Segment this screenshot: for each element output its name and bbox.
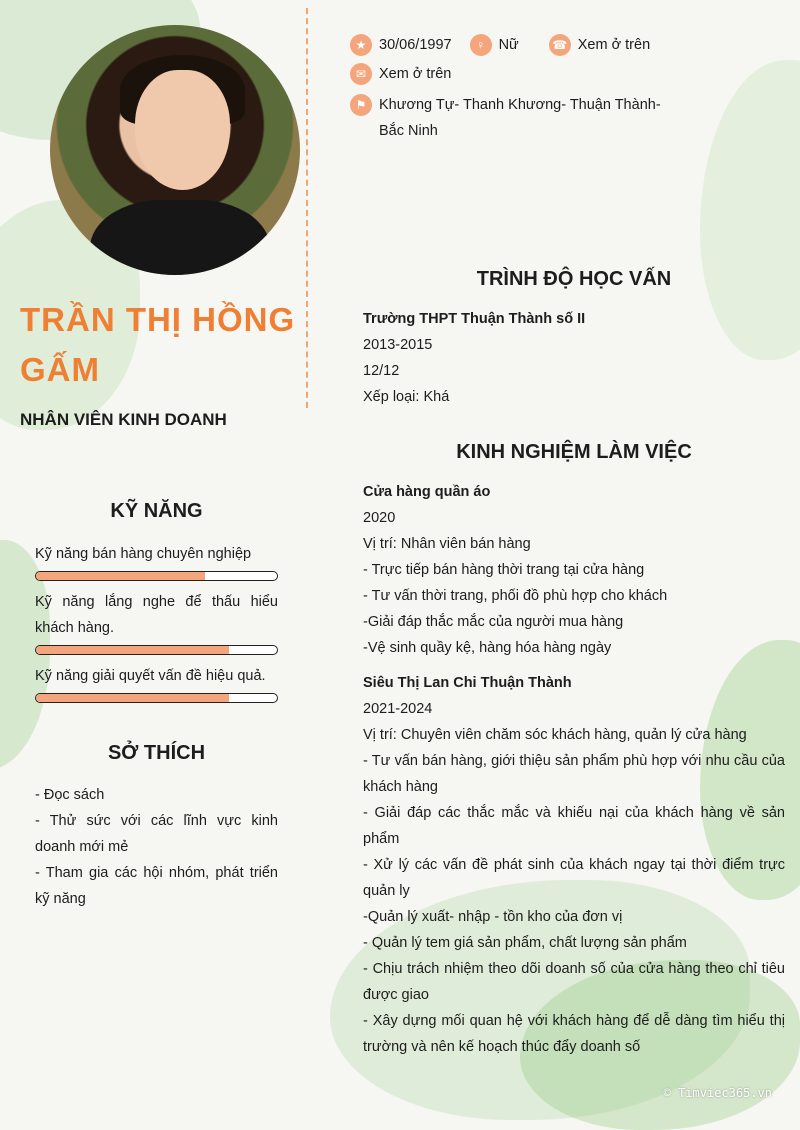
- job-line: - Trực tiếp bán hàng thời trang tại cửa hàng: [363, 562, 645, 578]
- email-value: Xem ở trên: [379, 66, 452, 82]
- school-name: Trường THPT Thuận Thành số II: [363, 311, 586, 327]
- hobby-item: - Thử sức với các lĩnh vực kinh doanh mới mẻ: [35, 813, 278, 855]
- skill-level-fill: [36, 646, 229, 654]
- phone-value: Xem ở trên: [577, 37, 651, 53]
- birthday-cake-icon: ★: [350, 34, 372, 56]
- job-entry: [363, 670, 785, 1060]
- hobbies-list: [35, 782, 278, 912]
- gender-value: Nữ: [498, 37, 519, 53]
- skill-level-fill: [36, 694, 229, 702]
- job-line: Vị trí: Nhân viên bán hàng: [363, 536, 531, 552]
- education-section: [363, 306, 785, 410]
- birthday-value: 30/06/1997: [379, 37, 452, 53]
- company-name: Siêu Thị Lan Chi Thuận Thành: [363, 675, 572, 691]
- job-title: NHÂN VIÊN KINH DOANH: [20, 410, 227, 429]
- skill-level-bar: [35, 571, 278, 581]
- job-entry: [363, 479, 785, 661]
- skills-list: [35, 541, 278, 711]
- skill-label: Kỹ năng lắng nghe để thấu hiểu khách hàng.: [35, 594, 278, 636]
- job-line: Vị trí: Chuyên viên chăm sóc khách hàng, quản lý cửa hàng: [363, 727, 747, 743]
- vertical-divider: [306, 8, 308, 408]
- job-period: 2021-2024: [363, 701, 433, 717]
- candidate-name: TRẦN THỊ HỒNG GẤM: [20, 301, 296, 388]
- address-value: Khương Tự- Thanh Khương- Thuận Thành- Bắc Ninh: [379, 97, 661, 139]
- job-line: - Quản lý tem giá sản phẩm, chất lượng sản phẩm: [363, 935, 687, 951]
- hobby-item: - Tham gia các hội nhóm, phát triển kỹ năng: [35, 865, 278, 907]
- profile-photo: [50, 25, 300, 275]
- email-icon: ✉: [350, 63, 372, 85]
- skill-item: [35, 541, 278, 581]
- hobbies-heading: SỞ THÍCH: [107, 742, 206, 764]
- contact-info: [350, 34, 680, 151]
- skill-label: Kỹ năng bán hàng chuyên nghiệp: [35, 546, 252, 562]
- job-line: - Tư vấn thời trang, phối đồ phù hợp cho khách: [363, 588, 668, 604]
- education-heading: TRÌNH ĐỘ HỌC VẤN: [476, 268, 672, 290]
- job-line: - Giải đáp các thắc mắc và khiếu nại của khách hàng về sản phẩm: [363, 805, 785, 847]
- skill-label: Kỹ năng giải quyết vấn đề hiệu quả.: [35, 668, 266, 684]
- watermark: © Timviec365.vn: [663, 1086, 772, 1100]
- phone-icon: ☎: [549, 34, 571, 56]
- hobby-item: - Đọc sách: [35, 787, 105, 803]
- experience-section: [363, 479, 785, 1060]
- skill-level-fill: [36, 572, 205, 580]
- job-line: - Chịu trách nhiệm theo dõi doanh số của cửa hàng theo chỉ tiêu được giao: [363, 961, 785, 1003]
- experience-heading: KINH NGHIỆM LÀM VIỆC: [456, 441, 692, 463]
- education-grade: 12/12: [363, 363, 400, 379]
- company-name: Cửa hàng quần áo: [363, 484, 491, 500]
- education-rank: Xếp loại: Khá: [363, 389, 450, 405]
- skill-level-bar: [35, 645, 278, 655]
- skill-item: [35, 589, 278, 655]
- job-period: 2020: [363, 510, 396, 526]
- job-line: - Xây dựng mối quan hệ với khách hàng để dễ dàng tìm hiểu thị trường và nên kế hoạch thúc đẩy doanh số: [363, 1013, 785, 1055]
- skill-level-bar: [35, 693, 278, 703]
- gender-icon: ♀: [470, 34, 492, 56]
- location-icon: ⚑: [350, 94, 372, 116]
- job-line: -Giải đáp thắc mắc của người mua hàng: [363, 614, 624, 630]
- skill-item: [35, 663, 278, 703]
- job-line: -Quản lý xuất- nhập - tồn kho của đơn vị: [363, 909, 623, 925]
- job-line: - Tư vấn bán hàng, giới thiệu sản phẩm phù hợp với nhu cầu của khách hàng: [363, 753, 785, 795]
- skills-heading: KỸ NĂNG: [110, 500, 203, 522]
- education-period: 2013-2015: [363, 337, 433, 353]
- job-line: - Xử lý các vấn đề phát sinh của khách ngay tại thời điểm trực quản ly: [363, 857, 785, 899]
- job-line: -Vệ sinh quầy kệ, hàng hóa hàng ngày: [363, 640, 612, 656]
